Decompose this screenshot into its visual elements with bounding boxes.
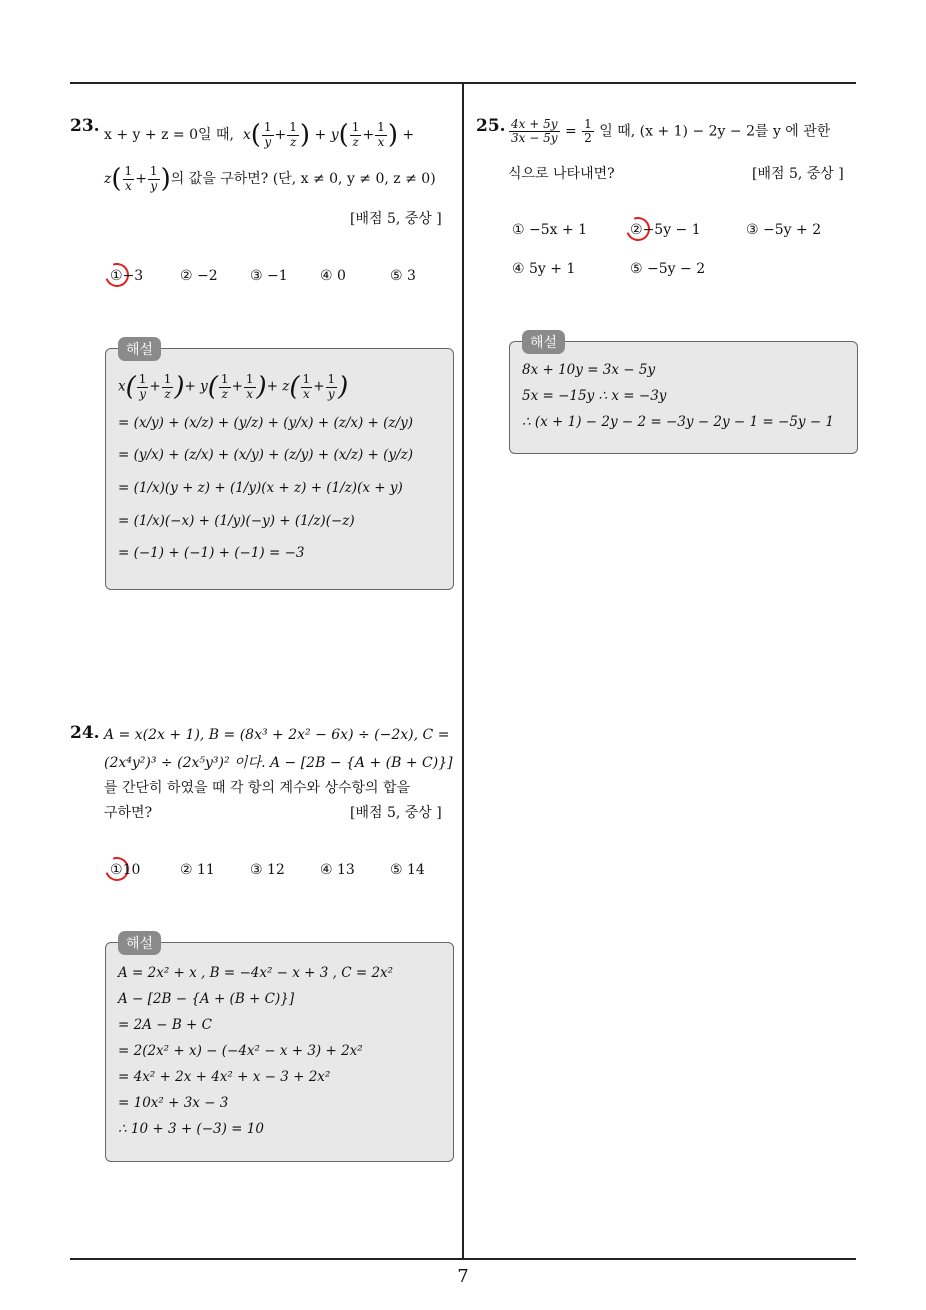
question-text-line-2: z( $\frac{1}{x}$ + $\frac{1}{y}$ )의 값을 구하면? (단, x ≠ 0, y ≠ 0, z ≠ 0) <box>104 164 436 194</box>
question-text-line-2: (2x⁴y²)³ ÷ (2x⁵y³)² 이다. A − [2B − {A + (B + C)}] <box>104 755 453 771</box>
choice-2[interactable]: ② 11 <box>180 862 215 878</box>
solution-line-1: x( 1 y + 1 z )+ y( 1 z + 1 x )+ z( 1 x + 1 y ) <box>118 372 349 402</box>
choice-1[interactable]: ① −5x + 1 <box>512 222 588 238</box>
choice-3[interactable]: ③ −5y + 2 <box>746 222 822 238</box>
question-meta: [배점 5, 중상 ] <box>752 166 844 182</box>
question-number: 23. <box>70 116 100 136</box>
question-text-line-2: 식으로 나타내면? <box>508 166 615 182</box>
solution-line-3: ∴ (x + 1) − 2y − 2 = −3y − 2y − 1 = −5y − 1 <box>522 414 835 430</box>
solution-line-6: = (−1) + (−1) + (−1) = −3 <box>118 545 305 561</box>
choice-4[interactable]: ④ 13 <box>320 862 355 878</box>
question-text-line-1: $\frac{4x + 5y}{3x - 5y}$ = $\frac{1}{2}$ 일 때, (x + 1) − 2y − 2를 y 에 관한 <box>511 117 831 146</box>
solution-tag: 해설 <box>118 337 161 361</box>
choice-1[interactable]: ①10 <box>110 862 141 878</box>
question-number: 24. <box>70 723 100 743</box>
solution-line-5: = (1/x)(−x) + (1/y)(−y) + (1/z)(−z) <box>118 513 355 529</box>
solution-line-4: = (1/x)(y + z) + (1/y)(x + z) + (1/z)(x + y) <box>118 480 403 496</box>
bottom-rule <box>70 1258 856 1260</box>
question-meta: [배점 5, 중상 ] <box>350 211 442 227</box>
solution-line-3: = (y/x) + (z/x) + (x/y) + (z/y) + (x/z) + (y/z) <box>118 447 413 463</box>
choice-4[interactable]: ④ 0 <box>320 268 346 284</box>
column-divider <box>462 84 464 1258</box>
choice-5[interactable]: ⑤ 3 <box>390 268 416 284</box>
solution-line-6: = 10x² + 3x − 3 <box>118 1095 229 1111</box>
page-number: 7 <box>457 1266 469 1287</box>
solution-line-4: = 2(2x² + x) − (−4x² − x + 3) + 2x² <box>118 1043 363 1059</box>
question-text-line-1: x + y + z = 0일 때, x( $\frac{1}{y}$ + $\frac{1}{z}$ ) + y( $\frac{1}{z}$ + $\frac{1}{x}$ ) + <box>104 120 415 150</box>
solution-line-5: = 4x² + 2x + 4x² + x − 3 + 2x² <box>118 1069 331 1085</box>
solution-line-2: A − [2B − {A + (B + C)}] <box>118 991 295 1007</box>
solution-tag: 해설 <box>118 931 161 955</box>
question-text-line-4: 구하면? <box>104 805 153 821</box>
solution-line-3: = 2A − B + C <box>118 1017 212 1033</box>
solution-line-1: 8x + 10y = 3x − 5y <box>522 362 656 378</box>
choice-2[interactable]: ② −2 <box>180 268 218 284</box>
choice-5[interactable]: ⑤ −5y − 2 <box>630 261 706 277</box>
choice-3[interactable]: ③ −1 <box>250 268 288 284</box>
choice-2[interactable]: ②−5y − 1 <box>630 222 701 238</box>
question-number: 25. <box>476 116 506 136</box>
solution-tag: 해설 <box>522 330 565 354</box>
solution-line-7: ∴ 10 + 3 + (−3) = 10 <box>118 1121 264 1137</box>
solution-line-1: A = 2x² + x , B = −4x² − x + 3 , C = 2x² <box>118 965 394 981</box>
choice-4[interactable]: ④ 5y + 1 <box>512 261 576 277</box>
question-text-line-3: 를 간단히 하였을 때 각 항의 계수와 상수항의 합을 <box>104 780 411 796</box>
choice-5[interactable]: ⑤ 14 <box>390 862 425 878</box>
question-text-line-1: A = x(2x + 1), B = (8x³ + 2x² − 6x) ÷ (−2x), C = <box>104 727 450 743</box>
question-meta: [배점 5, 중상 ] <box>350 805 442 821</box>
solution-line-2: = (x/y) + (x/z) + (y/z) + (y/x) + (z/x) + (z/y) <box>118 415 413 431</box>
solution-line-2: 5x = −15y ∴ x = −3y <box>522 388 667 404</box>
choice-3[interactable]: ③ 12 <box>250 862 285 878</box>
choice-1[interactable]: ①−3 <box>110 268 144 284</box>
